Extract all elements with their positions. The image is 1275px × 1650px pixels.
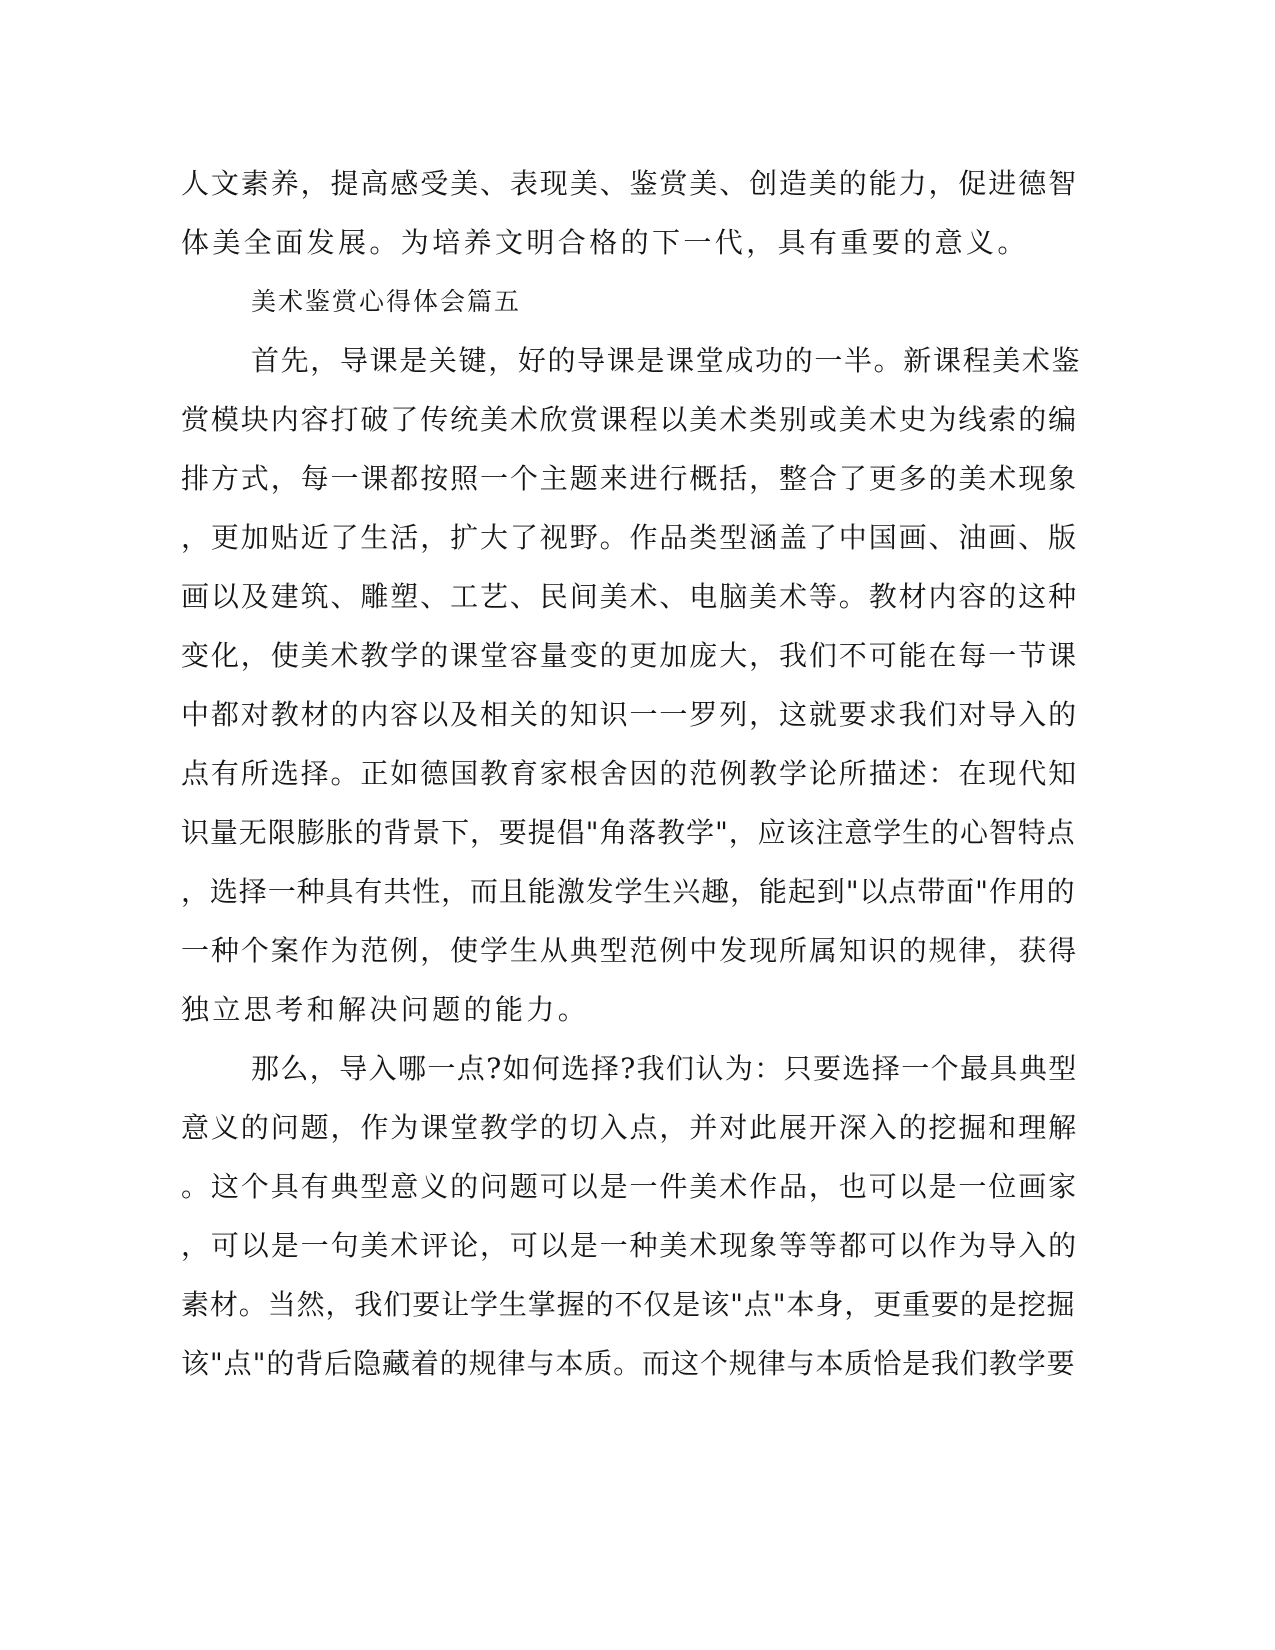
paragraph-line: ，选择一种具有共性，而且能激发学生兴趣，能起到"以点带面"作用的 [181, 875, 1076, 908]
paragraph-line: 意义的问题，作为课堂教学的切入点，并对此展开深入的挖掘和理解 [181, 1111, 1079, 1144]
paragraph-line: 一种个案作为范例，使学生从典型范例中发现所属知识的规律，获得 [181, 934, 1079, 967]
paragraph-line: 独立思考和解决问题的能力。 [181, 993, 590, 1026]
paragraph-line: 变化，使美术教学的课堂容量变的更加庞大，我们不可能在每一节课 [181, 639, 1079, 672]
document-body [181, 154, 1081, 1393]
paragraph-line: 那么，导入哪一点?如何选择?我们认为：只要选择一个最具典型 [251, 1052, 1078, 1085]
paragraph-line: 该"点"的背后隐藏着的规律与本质。而这个规律与本质恰是我们教学要 [181, 1347, 1076, 1380]
paragraph-line: ，更加贴近了生活，扩大了视野。作品类型涵盖了中国画、油画、版 [181, 521, 1079, 554]
paragraph-line: 画以及建筑、雕塑、工艺、民间美术、电脑美术等。教材内容的这种 [181, 580, 1079, 613]
paragraph-line: 中都对教材的内容以及相关的知识一一罗列，这就要求我们对导入的 [181, 698, 1079, 731]
paragraph-line: 体美全面发展。为培养文明合格的下一代，具有重要的意义。 [181, 226, 1029, 259]
paragraph-line: 识量无限膨胀的背景下，要提倡"角落教学"，应该注意学生的心智特点 [181, 816, 1076, 849]
paragraph-line: 点有所选择。正如德国教育家根舍因的范例教学论所描述：在现代知 [181, 757, 1079, 790]
paragraph-line: 人文素养，提高感受美、表现美、鉴赏美、创造美的能力，促进德智 [181, 167, 1079, 200]
paragraph-line: 赏模块内容打破了传统美术欣赏课程以美术类别或美术史为线索的编 [181, 403, 1079, 436]
section-heading: 美术鉴赏心得体会篇五 [251, 287, 522, 316]
paragraph-line: 首先，导课是关键，好的导课是课堂成功的一半。新课程美术鉴 [251, 344, 1082, 377]
paragraph-line: 。这个具有典型意义的问题可以是一件美术作品，也可以是一位画家 [181, 1170, 1079, 1203]
paragraph-line: ，可以是一句美术评论，可以是一种美术现象等等都可以作为导入的 [181, 1229, 1079, 1262]
paragraph-line: 排方式，每一课都按照一个主题来进行概括，整合了更多的美术现象 [181, 462, 1079, 495]
paragraph-line: 素材。当然，我们要让学生掌握的不仅是该"点"本身，更重要的是挖掘 [181, 1288, 1076, 1321]
